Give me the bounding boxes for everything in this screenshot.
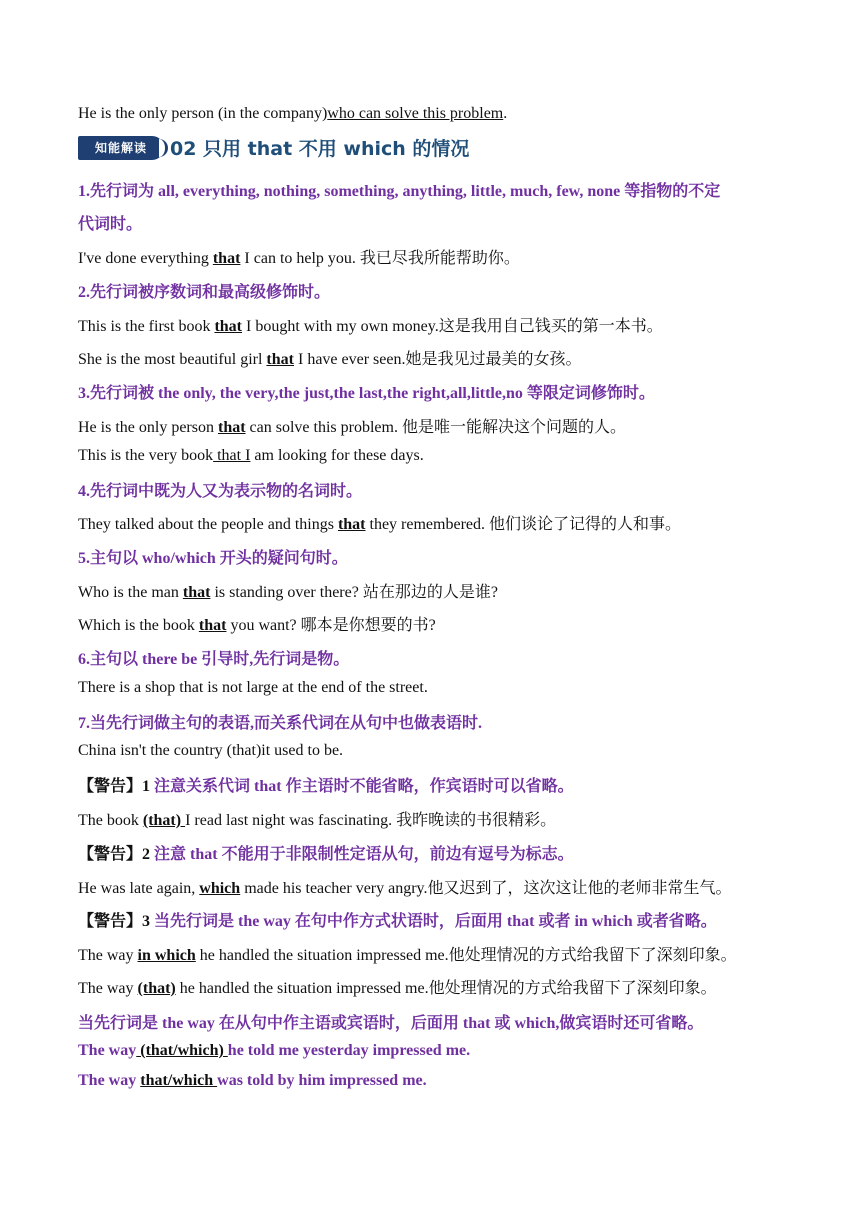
example-10: China isn't the country (that)it used to be. — [78, 742, 344, 759]
example-7: Who is the man that is standing over there? 站在那边的人是谁? — [78, 584, 498, 601]
warning-1: 【警告】1 注意关系代词 that 作主语时不能省略，作宾语时可以省略。 — [78, 778, 574, 795]
example-3: She is the most beautiful girl that I have ever seen.她是我见过最美的女孩。 — [78, 351, 582, 368]
example-1: I've done everything that I can to help you. 我已尽我所能帮助你。 — [78, 250, 520, 267]
example-4: He is the only person that can solve this problem. 他是唯一能解决这个问题的人。 — [78, 419, 626, 436]
warning-2: 【警告】2 注意 that 不能用于非限制性定语从句，前边有逗号为标志。 — [78, 846, 574, 863]
example-9: There is a shop that is not large at the end of the street. — [78, 679, 428, 696]
rule-7: 7.当先行词做主句的表语,而关系代词在从句中也做表语时. — [78, 715, 483, 732]
section-title: 02 只用 that 不用 which 的情况 — [170, 138, 470, 160]
rule-1b: 代词时。 — [78, 216, 143, 233]
example-14: The way (that) he handled the situation impressed me.他处理情况的方式给我留下了深刻印象。 — [78, 980, 717, 997]
example-11: The book (that) I read last night was fascinating. 我昨晚读的书很精彩。 — [78, 812, 557, 829]
example-15: The way (that/which) he told me yesterday impressed me. — [78, 1042, 471, 1059]
rule-2: 2.先行词被序数词和最高级修饰时。 — [78, 284, 331, 301]
example-6: They talked about the people and things that they remembered. 他们谈论了记得的人和事。 — [78, 516, 682, 533]
example-2: This is the first book that I bought with my own money.这是我用自己钱买的第一本书。 — [78, 318, 663, 335]
example-16: The way that/which was told by him impressed me. — [78, 1072, 427, 1089]
rule-8: 当先行词是 the way 在从句中作主语或宾语时，后面用 that 或 which,做宾语时还可省略。 — [78, 1015, 704, 1032]
rule-4: 4.先行词中既为人又为表示物的名词时。 — [78, 483, 363, 500]
rule-5: 5.主句以 who/which 开头的疑问句时。 — [78, 550, 348, 567]
section-badge: 知能解读 — [78, 136, 164, 160]
rule-6: 6.主句以 there be 引导时,先行词是物。 — [78, 651, 350, 668]
rule-3: 3.先行词被 the only, the very,the just,the last,the right,all,little,no 等限定词修饰时。 — [78, 385, 655, 402]
rule-1a: 1.先行词为 all, everything, nothing, something, anything, little, much, few, none 等指物的不定 — [78, 183, 721, 200]
example-13: The way in which he handled the situation impressed me.他处理情况的方式给我留下了深刻印象。 — [78, 947, 737, 964]
example-8: Which is the book that you want? 哪本是你想要的书? — [78, 617, 436, 634]
intro-sentence: He is the only person (in the company)who can solve this problem. — [78, 105, 508, 122]
example-5: This is the very book that I am looking for these days. — [78, 447, 424, 464]
warning-3: 【警告】3 当先行词是 the way 在句中作方式状语时，后面用 that 或者 in which 或者省略。 — [78, 913, 717, 930]
section-heading — [78, 134, 469, 161]
example-12: He was late again, which made his teacher very angry.他又迟到了，这次这让他的老师非常生气。 — [78, 880, 732, 897]
